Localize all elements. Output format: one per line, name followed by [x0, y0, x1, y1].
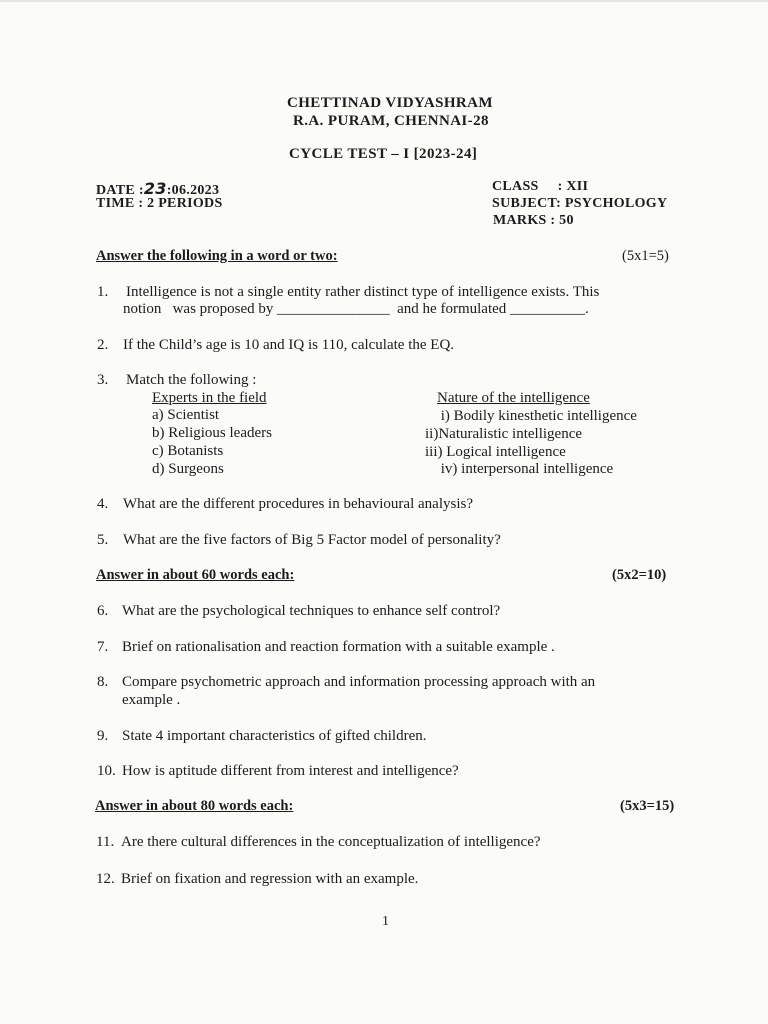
date-label: DATE : [96, 183, 144, 198]
question-number: 8. [97, 674, 109, 690]
question-text: What are the five factors of Big 5 Factor model of personality? [123, 532, 501, 548]
question-number: 11. [96, 834, 115, 850]
match-right-item: iii) Logical intelligence [425, 444, 566, 460]
question-text: notion was proposed by _______________ and he formulated __________. [123, 301, 589, 317]
question-number: 3. [97, 372, 109, 388]
time-line: TIME : 2 PERIODS [96, 196, 223, 211]
match-right-item: ii)Naturalistic intelligence [425, 426, 583, 442]
match-right-item: iv) interpersonal intelligence [437, 461, 614, 477]
question-text: If the Child’s age is 10 and IQ is 110, calculate the EQ. [123, 337, 455, 353]
question-number: 12. [96, 871, 115, 887]
question-text: What are the different procedures in behavioural analysis? [123, 496, 473, 512]
test-title: CYCLE TEST – I [2023-24] [289, 146, 478, 162]
question-text: Are there cultural differences in the conceptualization of intelligence? [121, 834, 541, 850]
section-title: Answer the following in a word or two: [96, 248, 338, 264]
question-text: What are the psychological techniques to enhance self control? [122, 603, 501, 619]
subject-line: SUBJECT: PSYCHOLOGY [492, 196, 668, 211]
question-text: Brief on rationalisation and reaction formation with a suitable example . [122, 639, 555, 655]
question-text: example . [122, 692, 181, 708]
question-number: 2. [97, 337, 109, 353]
question-number: 7. [97, 639, 109, 655]
question-number: 4. [97, 496, 109, 512]
question-number: 1. [97, 284, 109, 300]
question-text: Intelligence is not a single entity rather distinct type of intelligence exists. This [126, 284, 600, 300]
question-text: State 4 important characteristics of gifted children. [122, 728, 427, 744]
match-right-header: Nature of the intelligence [437, 390, 590, 406]
school-address: R.A. PURAM, CHENNAI-28 [293, 113, 489, 129]
page-number: 1 [382, 914, 389, 929]
question-number: 9. [97, 728, 109, 744]
scan-border [0, 0, 768, 2]
section-title: Answer in about 60 words each: [96, 567, 295, 583]
question-number: 5. [97, 532, 109, 548]
section-marks: (5x1=5) [622, 248, 669, 264]
question-number: 10. [97, 763, 116, 779]
question-text: Compare psychometric approach and information processing approach with an [122, 674, 596, 690]
class-line: CLASS : XII [492, 179, 589, 194]
question-text: Match the following : [126, 372, 257, 388]
section-title: Answer in about 80 words each: [95, 798, 294, 814]
match-left-header: Experts in the field [152, 390, 267, 406]
date-rest: :06.2023 [166, 183, 220, 198]
date-day-handwritten: 23 [143, 179, 167, 198]
match-left-item: d) Surgeons [152, 461, 224, 477]
match-left-item: a) Scientist [152, 407, 220, 423]
question-text: How is aptitude different from interest and intelligence? [122, 763, 459, 779]
question-number: 6. [97, 603, 109, 619]
school-name: CHETTINAD VIDYASHRAM [287, 95, 493, 111]
match-left-item: b) Religious leaders [152, 425, 272, 441]
question-text: Brief on fixation and regression with an example. [121, 871, 419, 887]
match-left-item: c) Botanists [152, 443, 224, 459]
section-marks: (5x2=10) [612, 567, 667, 583]
match-right-item: i) Bodily kinesthetic intelligence [437, 408, 637, 424]
section-marks: (5x3=15) [620, 798, 675, 814]
marks-line: MARKS : 50 [493, 213, 574, 228]
